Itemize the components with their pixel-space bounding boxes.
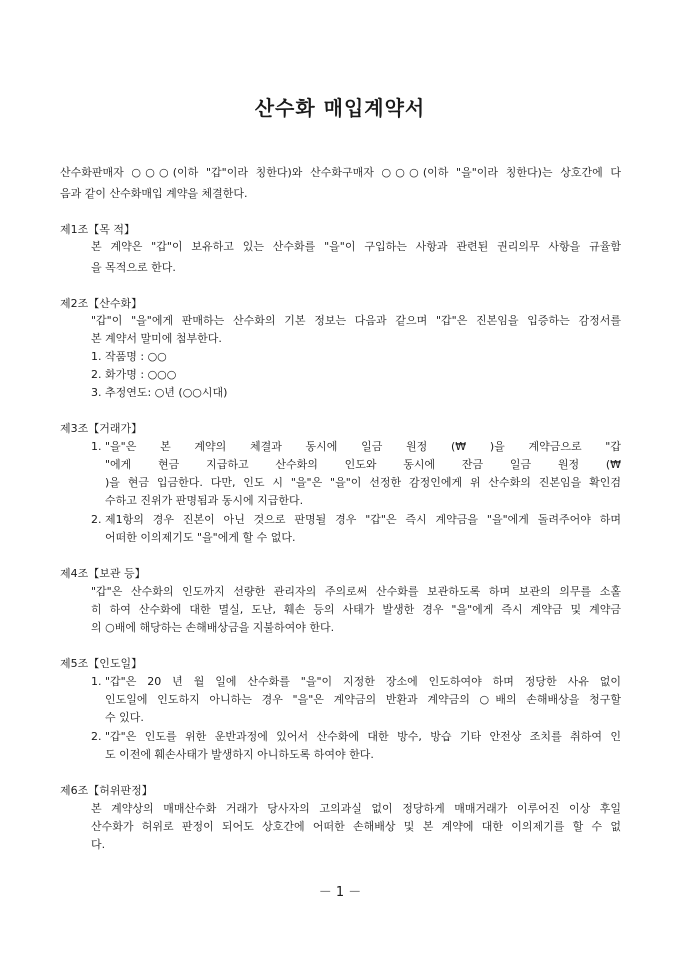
article-3-item-1-text: "을"은 본 계약의 체결과 동시에 일금 원정 (₩ )을 계약금으로 "갑 (105, 440, 621, 453)
item-number: 1. (91, 440, 102, 453)
intro-line: 산수화판매자 ○○○(이하 "갑"이라 칭한다)와 산수화구매자 ○○○(이하 "을"이라 칭한다)는 상호간에 다 (60, 166, 621, 179)
article-6-text: 본 계약상의 매매산수화 거래가 당사자의 고의과실 없이 정당하게 매매거래가 이루어진 이상 후일 (91, 802, 621, 815)
article-4-text: 히 하여 산수화에 대한 멸실, 도난, 훼손 등의 사태가 발생한 경우 "을"에게 즉시 계약금 및 계약금 (91, 603, 621, 616)
article-2-text: "갑"이 "을"에게 판매하는 산수화의 기본 정보는 다음과 같으며 "갑"은 진본임을 입증하는 감정서를 (91, 314, 621, 327)
article-4-text: "갑"은 산수화의 인도까지 선량한 관리자의 주의로써 산수화를 보관하도록 하며 보관의 의무를 소홀 (91, 585, 621, 598)
article-3-item-1-text: "에게 현금 지급하고 산수화의 인도와 동시에 잔금 일금 원정 (₩ (105, 458, 622, 471)
article-6-text: 다. (91, 838, 106, 851)
item-number: 2. (91, 513, 102, 526)
item-number: 2. (91, 730, 102, 743)
article-2-text: 본 계약서 말미에 첨부한다. (91, 332, 222, 345)
article-5-item-2-text: "갑"은 인도를 위한 운반과정에 있어서 산수화에 대한 방수, 방습 기타 안전상 조치를 취하여 인 (105, 730, 621, 743)
page-number: － 1 － (318, 885, 362, 900)
article-3-item-2-text: 제1항의 경우 진본이 아닌 것으로 판명될 경우 "갑"은 즉시 계약금을 "을"에게 돌려주어야 하며 (105, 513, 621, 526)
artwork-title-item: 1. 작품명 : ○○ (91, 350, 167, 363)
article-5-item-1-text: 수 있다. (105, 711, 144, 724)
article-6-heading: 제6조【허위판정】 (60, 784, 153, 797)
article-3-item-2-text: 어떠한 이의제기도 "을"에게 할 수 없다. (105, 531, 296, 544)
article-5-heading: 제5조【인도일】 (60, 657, 143, 670)
article-4-text: 의 ○배에 해당하는 손해배상금을 지불하여야 한다. (91, 621, 335, 634)
article-5-item-1-text: 인도일에 인도하지 아니하는 경우 "을"은 계약금의 반환과 계약금의 ○배의 손해배상을 청구할 (105, 693, 621, 706)
intro-line: 음과 같이 산수화매입 계약을 체결한다. (60, 187, 248, 200)
document-title: 산수화 매입계약서 (254, 96, 426, 120)
article-2-heading: 제2조【산수화】 (60, 297, 143, 310)
article-6-text: 산수화가 허위로 판정이 되어도 상호간에 어떠한 손해배상 및 본 계약에 대한 이의제기를 할 수 없 (91, 820, 621, 833)
article-5-item-1-text: "갑"은 20 년 월 일에 산수화를 "을"이 지정한 장소에 인도하여야 하며 정당한 사유 없이 (105, 675, 621, 688)
article-1-heading: 제1조【목 적】 (60, 223, 135, 236)
article-4-heading: 제4조【보관 등】 (60, 567, 146, 580)
article-3-heading: 제3조【거래가】 (60, 422, 143, 435)
estimated-year-item: 3. 추정연도: ○년 (○○시대) (91, 386, 228, 399)
article-3-item-1-text: 수하고 진위가 판명됨과 동시에 지급한다. (105, 494, 304, 507)
artist-name-item: 2. 화가명 : ○○○ (91, 368, 177, 381)
article-3-item-1-text: )을 현금 입금한다. 다만, 인도 시 "을"은 "을"이 선정한 감정인에게 위 산수화의 진본임을 확인검 (105, 476, 621, 489)
article-5-item-2-text: 도 이전에 훼손사태가 발생하지 아니하도록 하여야 한다. (105, 748, 374, 761)
item-number: 1. (91, 675, 102, 688)
article-1-text: 을 목적으로 한다. (91, 261, 176, 274)
article-1-text: 본 계약은 "갑"이 보유하고 있는 산수화를 "을"이 구입하는 사항과 관련된 권리의무 사항을 규율함 (91, 240, 621, 253)
